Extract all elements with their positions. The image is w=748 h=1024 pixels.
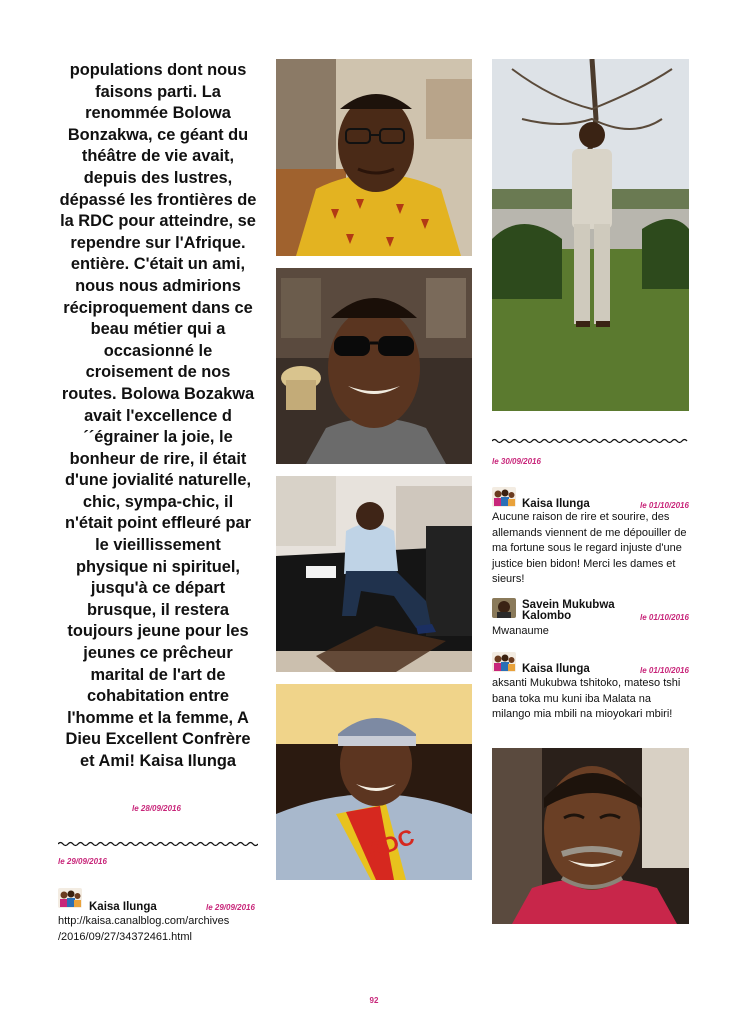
avatar[interactable] (492, 487, 516, 507)
photo-man-rdc-scarf (276, 684, 472, 880)
comment-date: le 01/10/2016 (640, 613, 689, 622)
rdc-scarf-text: RDC (364, 823, 418, 864)
article-date: le 28/09/2016 (132, 804, 181, 813)
comment-author[interactable]: Kaisa Ilunga (522, 498, 590, 510)
comment-link-line2[interactable]: /2016/09/27/34372461.html (58, 931, 192, 943)
page-number: 92 (369, 996, 379, 1005)
photo-man-yellow-shirt (276, 59, 472, 256)
comment-text: aksanti Mukubwa tshitoko, mateso tshi bana toka mu kuni iba Malata na milango mia mbili na mioyokari mbiri! (492, 677, 681, 720)
comment-text: Aucune raison de rire et sourire, des allemands viennent de me dépouiller de ma fortune sous le regard injuste d'une justice bien bidon! Merci les dames et sieurs! (492, 511, 687, 585)
photo-man-moustache (492, 748, 689, 924)
comment-author-line2[interactable]: Kalombo (522, 610, 572, 622)
wave-divider (58, 840, 258, 848)
comment-author-line1[interactable]: Savein Mukubwa (522, 599, 615, 611)
wave-divider (492, 437, 689, 445)
comment-link-line1[interactable]: http://kaisa.canalblog.com/archives (58, 915, 230, 927)
left-post-date: le 29/09/2016 (58, 857, 107, 866)
comment-text: Mwanaume (492, 625, 549, 637)
avatar[interactable] (492, 652, 516, 672)
comment-date: le 01/10/2016 (640, 501, 689, 510)
photo-man-standing-outdoors (492, 59, 689, 411)
photo-man-sunglasses (276, 268, 472, 464)
avatar[interactable] (58, 888, 82, 908)
comment-date: le 01/10/2016 (640, 666, 689, 675)
comment-date: le 29/09/2016 (206, 903, 255, 912)
right-post-date: le 30/09/2016 (492, 457, 541, 466)
comment-author[interactable]: Kaisa Ilunga (522, 663, 590, 675)
avatar-photo[interactable] (492, 598, 516, 618)
photo-man-sofa (276, 476, 472, 672)
article-body: populations dont nous faisons parti. La renommée Bolowa Bonzakwa, ce géant du théâtre de vie avait, depuis des lustres, dépassé les frontières de la RDC pour atteindre, se rependre sur l'Afrique. entière. C'était un ami, nous nous admirions réciproquement dans ce beau métier qui a occasionné le croisement de nos routes. Bolowa Bozakwa avait l'excellence d´´égrainer la joie, le bonheur de rire, il était d'une jovialité naturelle, chic, sympa-chic, il n'était point effleuré par le vieillissement physique ni spirituel, jusqu'à ce départ brusque, il restera toujours jeune pour les jeunes ce prêcheur marital de l'art de cohabitation entre l'homme et la femme, A Dieu Excellent Confrère et Ami! Kaisa Ilunga (59, 61, 257, 770)
comment-author[interactable]: Kaisa Ilunga (89, 901, 157, 913)
